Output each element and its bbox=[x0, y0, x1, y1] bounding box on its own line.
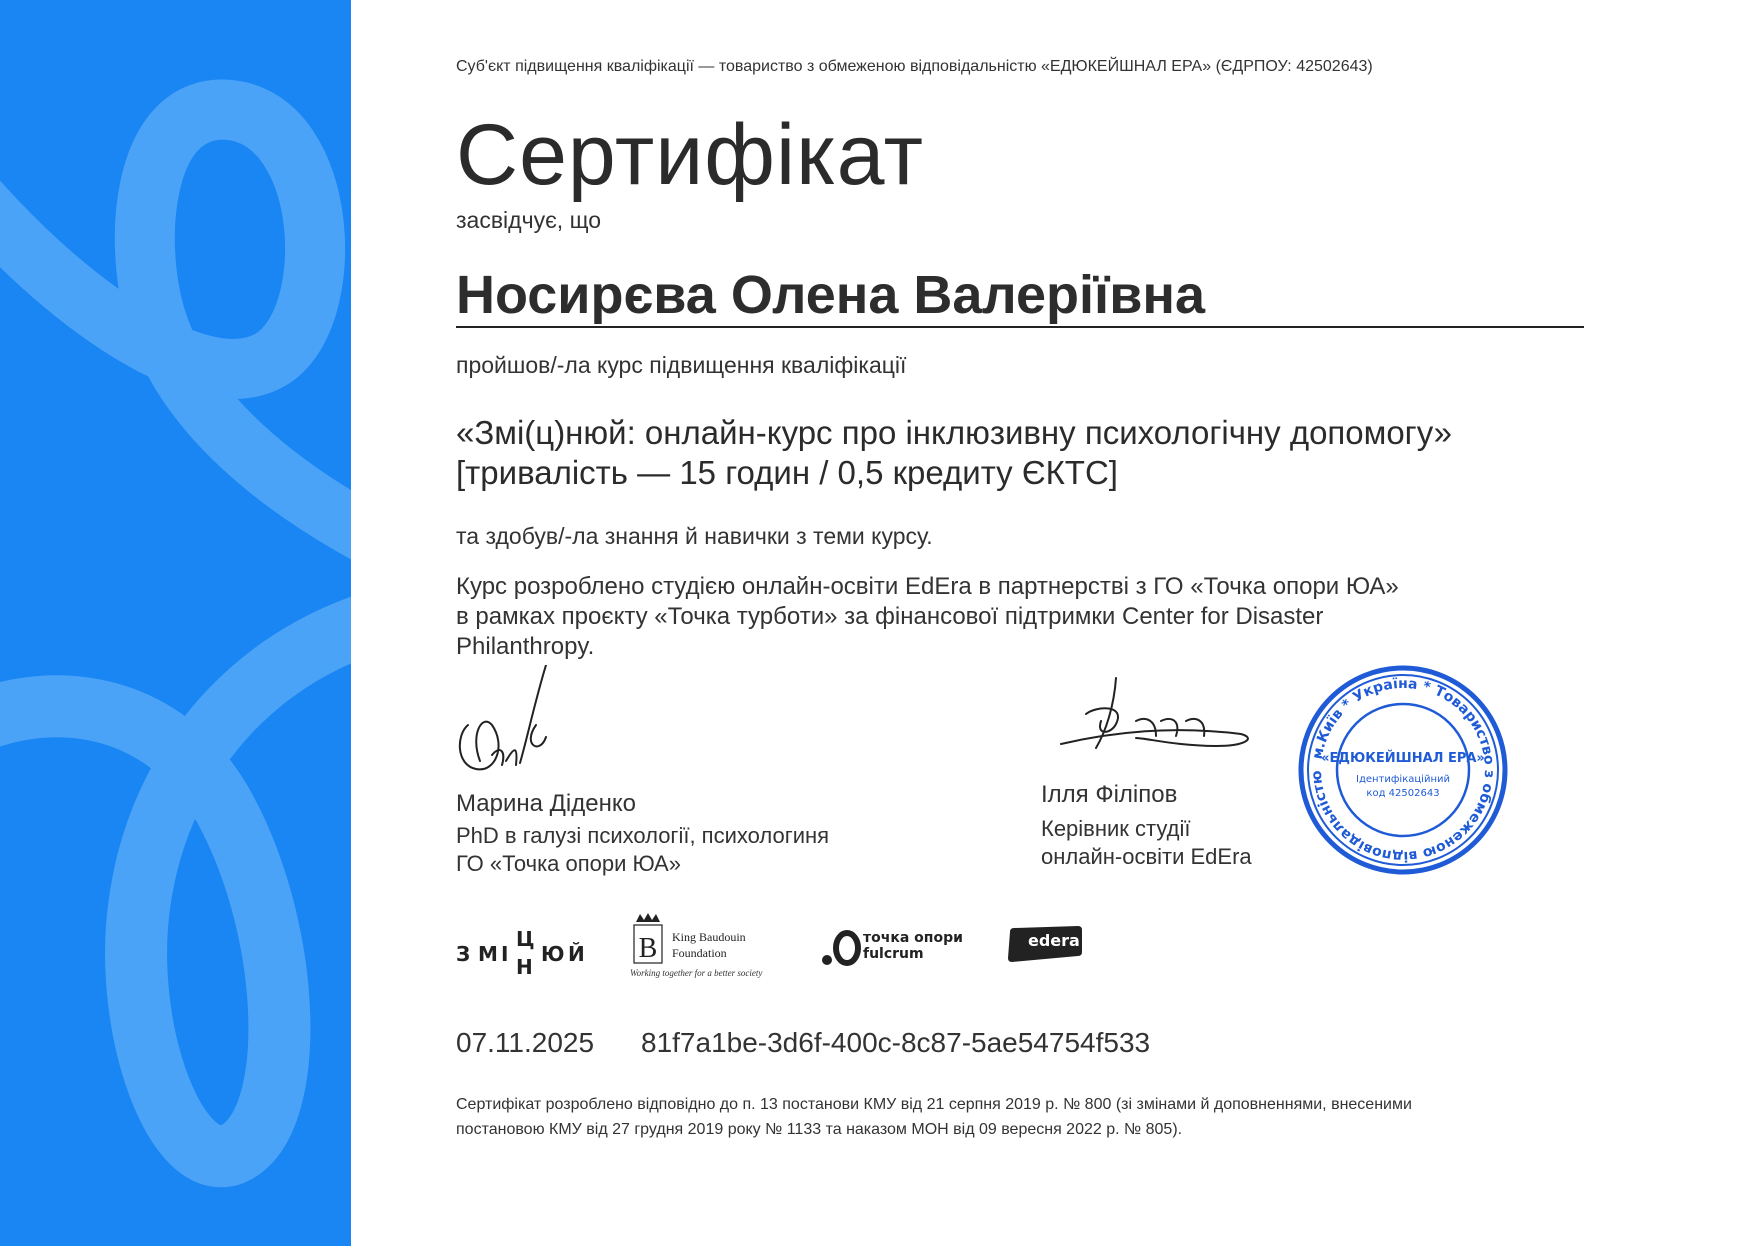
footnote-line: Сертифікат розроблено відповідно до п. 13 постанови КМУ від 21 серпня 2019 р. № 800 (зі змінами й доповненнями, внесеними bbox=[456, 1096, 1412, 1113]
signature-image bbox=[1056, 676, 1256, 756]
signatory-role-line: ГО «Точка опори ЮА» bbox=[456, 851, 681, 876]
edera-label: edera bbox=[1028, 931, 1080, 950]
course-description bbox=[456, 572, 1399, 662]
kbf-name-line: Foundation bbox=[672, 946, 727, 960]
signatory-name: Ілля Філіпов bbox=[1041, 781, 1178, 808]
logo-letter: Ю bbox=[541, 942, 565, 966]
king-baudouin-foundation-logo bbox=[630, 912, 780, 982]
course-duration: [тривалість — 15 годин / 0,5 кредиту ЄКТС] bbox=[456, 454, 1118, 491]
certificate-id: 81f7a1be-3d6f-400c-8c87-5ae54754f533 bbox=[641, 1027, 1151, 1058]
logo-letter: І bbox=[501, 942, 509, 966]
issuer-statement: Суб'єкт підвищення кваліфікації — товариство з обмеженою відповідальністю «ЕДЮКЕЙШНАЛ ЕРА» (ЄДРПОУ: 42502643) bbox=[456, 58, 1373, 75]
footnote-line: постановою КМУ від 27 грудня 2019 року № 1133 та наказом МОН від 09 вересня 2022 р. № 805). bbox=[456, 1121, 1183, 1138]
legal-footnote bbox=[456, 1092, 1412, 1142]
svg-text:B: B bbox=[638, 933, 658, 964]
logo-letter: Н bbox=[516, 955, 533, 979]
name-underline bbox=[456, 326, 1584, 328]
fulcrum-logo bbox=[821, 924, 971, 968]
logo-letter: З bbox=[456, 942, 471, 966]
logo-letter: Й bbox=[568, 942, 585, 966]
completion-text: пройшов/-ла курс підвищення кваліфікації bbox=[456, 352, 907, 378]
signatory-role-line: PhD в галузі психології, психологиня bbox=[456, 823, 830, 848]
svg-text:точка опори: точка опори bbox=[863, 930, 963, 946]
crown-b-icon bbox=[630, 912, 666, 966]
signatory-role-line: онлайн-освіти EdEra bbox=[1041, 844, 1252, 869]
stamp-id-label: Ідентифікаційний bbox=[1356, 774, 1450, 785]
signatory-role bbox=[456, 822, 829, 878]
signatory-role-line: Керівник студії bbox=[1041, 816, 1191, 841]
logo-letter: Ц bbox=[516, 927, 535, 951]
logo-letter: М bbox=[478, 942, 498, 966]
kbf-name-line: King Baudouin bbox=[672, 930, 746, 944]
official-stamp bbox=[1297, 664, 1509, 876]
recipient-name: Носирєва Олена Валеріївна bbox=[456, 265, 1206, 325]
fulcrum-mark-icon bbox=[821, 924, 971, 968]
description-line: в рамках проєкту «Точка турботи» за фінансової підтримки Center for Disaster bbox=[456, 603, 1324, 630]
certificate-title: Сертифікат bbox=[456, 107, 925, 203]
kbf-tagline: Working together for a better society bbox=[630, 968, 763, 978]
description-line: Курс розроблено студією онлайн-освіти EdEra в партнерстві з ГО «Точка опори ЮА» bbox=[456, 573, 1399, 600]
signatory-name: Марина Діденко bbox=[456, 790, 636, 817]
edera-logo bbox=[1008, 926, 1082, 962]
description-line: Philanthropy. bbox=[456, 633, 595, 660]
stamp-ring-text: м.Київ * Україна * Товариство з обмеженою відповідальністю bbox=[1308, 675, 1498, 865]
decorative-side-band bbox=[0, 0, 351, 1246]
course-title: «Змі(ц)нюй: онлайн-курс про інклюзивну психологічну допомогу» bbox=[456, 414, 1452, 451]
decorative-swirl-graphic bbox=[0, 0, 351, 1246]
signatory-role bbox=[1041, 815, 1252, 871]
knowledge-gained-text: та здобув/-ла знання й навички з теми курсу. bbox=[456, 523, 933, 549]
svg-text:fulcrum: fulcrum bbox=[863, 946, 924, 962]
issue-date: 07.11.2025 bbox=[456, 1027, 595, 1058]
stamp-company-name: «ЕДЮКЕЙШНАЛ ЕРА» bbox=[1321, 751, 1485, 766]
certifies-text: засвідчує, що bbox=[456, 207, 602, 233]
stamp-id-code: код 42502643 bbox=[1366, 788, 1440, 799]
signature-image bbox=[456, 665, 556, 780]
